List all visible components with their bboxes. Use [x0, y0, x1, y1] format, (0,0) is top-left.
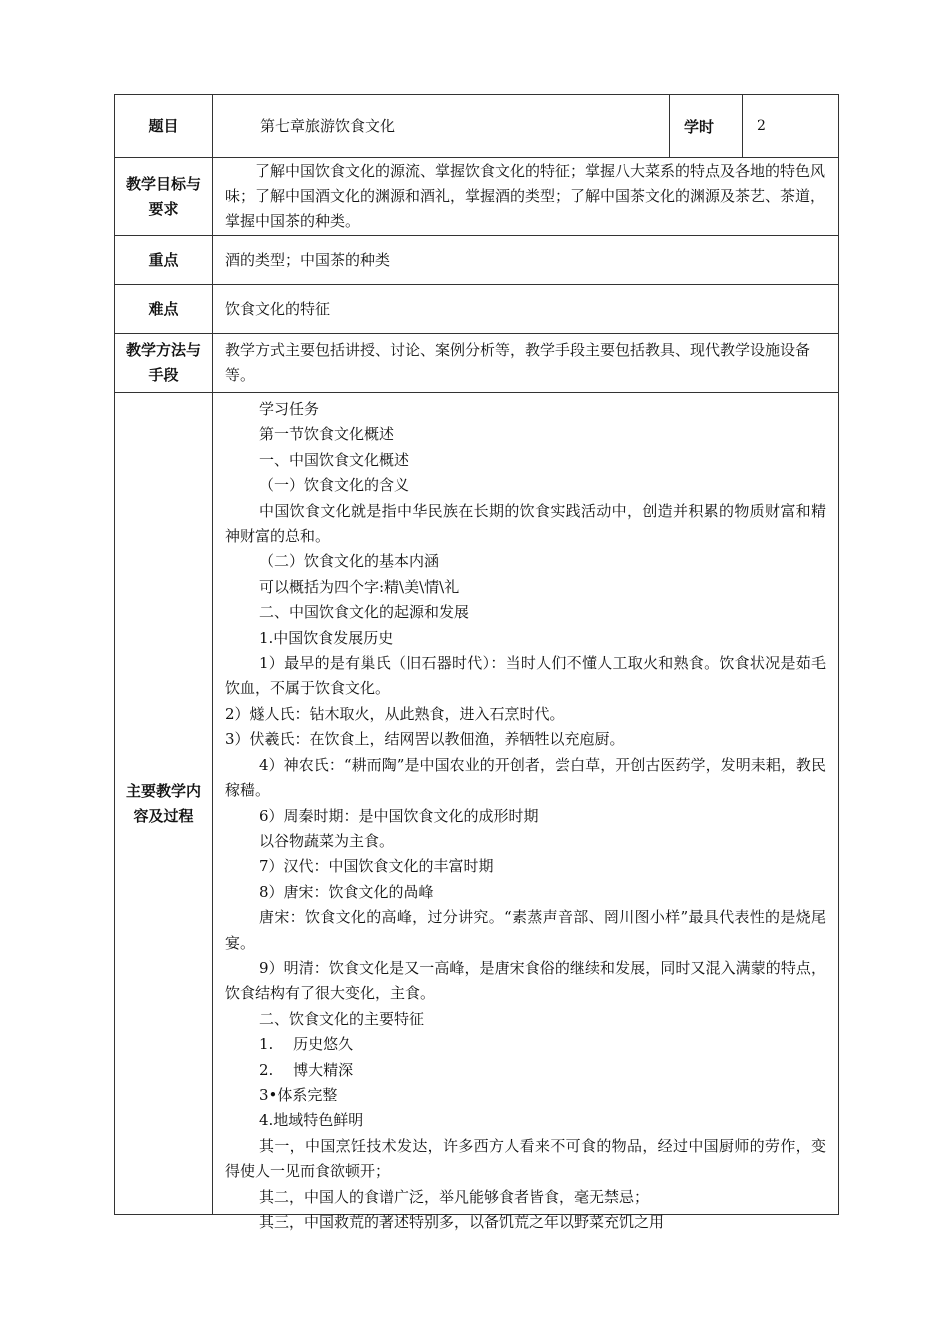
content-line: 其二，中国人的食谱广泛，举凡能够食者皆食，毫无禁忌；: [259, 1187, 650, 1206]
key-points-row: [115, 236, 839, 285]
content-line: 学习任务: [259, 400, 320, 418]
content-lines: [225, 397, 826, 1231]
content-line: 3）伏羲氏：在饮食上，结网罟以教佃渔，养牺牲以充庖厨。: [225, 730, 625, 749]
content-line: （一）饮食文化的含义: [259, 476, 410, 495]
content-line: 9）明清：饮食文化是又一高峰，是唐宋食俗的继续和发展，同时又混入满蒙的特点，饮食结构有了很大变化，主食。: [225, 958, 826, 1003]
content-line: 唐宋：饮食文化的高峰，过分讲究。“素蒸声音部、罔川图小样”最具代表性的是烧尾宴。: [225, 908, 826, 952]
topic-row: [115, 95, 839, 158]
objectives-label-line-2: 要求: [148, 199, 179, 218]
key-points-label: 重点: [115, 236, 213, 285]
content-line: 其一，中国烹饪技术发达，许多西方人看来不可食的物品，经过中国厨师的劳作，变得使人一见而食欲顿开；: [225, 1136, 826, 1181]
content-row: [115, 393, 839, 1215]
lesson-plan-table: [114, 94, 839, 1231]
objectives-label: [115, 158, 213, 236]
methods-value: 教学方式主要包括讲授、讨论、案例分析等，教学手段主要包括教具、现代教学设施设备等。: [213, 334, 839, 393]
topic-label: 题目: [115, 95, 213, 158]
content-line: 7）汉代：中国饮食文化的丰富时期: [259, 857, 494, 876]
content-line: 一、中国饮食文化概述: [259, 450, 410, 469]
methods-row: [115, 334, 839, 393]
methods-label: [115, 334, 213, 393]
content-line: 其三，中国救荒的著述特别多，以备饥荒之年以野菜充饥之用: [259, 1213, 665, 1231]
content-line: 2. 博大精深: [259, 1060, 354, 1079]
content-line: 以谷物蔬菜为主食。: [259, 831, 395, 850]
content-line: 4.地域特色鲜明: [259, 1111, 364, 1130]
content-label-line-2: 容及过程: [133, 806, 194, 825]
content-line: 2）燧人氏：钻木取火，从此熟食，进入石烹时代。: [225, 704, 565, 723]
content-body: [213, 393, 839, 1231]
content-line: 二、中国饮食文化的起源和发展: [259, 603, 470, 622]
content-line: 可以概括为四个字:精\美\情\礼: [259, 577, 460, 596]
hours-value: 2: [743, 95, 839, 158]
content-line: （二）饮食文化的基本内涵: [259, 552, 440, 571]
objectives-row: [115, 158, 839, 236]
content-label: [115, 393, 213, 1215]
hours-label: 学时: [670, 95, 743, 158]
content-line: 二、饮食文化的主要特征: [259, 1009, 425, 1028]
content-line: 1.中国饮食发展历史: [259, 628, 394, 647]
difficulties-row: [115, 285, 839, 334]
content-line: 6）周秦时期：是中国饮食文化的成形时期: [259, 806, 539, 825]
methods-label-line-1: 教学方法与: [125, 341, 201, 359]
content-line: 1. 历史悠久: [259, 1035, 354, 1054]
content-line: 第一节饮食文化概述: [259, 425, 395, 444]
content-line: 4）神农氏：“耕而陶”是中国农业的开创者，尝白草，开创古医药学，发明耒耜，教民稼穑。: [225, 755, 826, 800]
content-line: 1）最早的是有巢氏（旧石器时代）：当时人们不懂人工取火和熟食。饮食状况是茹毛饮血，不属于饮食文化。: [225, 654, 826, 698]
key-points-value: 酒的类型；中国茶的种类: [213, 236, 839, 285]
methods-label-line-2: 手段: [148, 366, 179, 384]
topic-value: 第七章旅游饮食文化: [213, 95, 670, 158]
difficulties-label: 难点: [115, 285, 213, 334]
content-label-line-1: 主要教学内: [125, 781, 201, 800]
difficulties-value: 饮食文化的特征: [213, 285, 839, 334]
content-line: 3•体系完整: [259, 1085, 338, 1104]
content-line: 中国饮食文化就是指中华民族在长期的饮食实践活动中，创造并积累的物质财富和精神财富的总和。: [225, 501, 826, 546]
content-line: 8）唐宋：饮食文化的咼峰: [259, 882, 434, 901]
objectives-label-line-1: 教学目标与: [125, 174, 201, 193]
objectives-value: 了解中国饮食文化的源流、掌握饮食文化的特征；掌握八大菜系的特点及各地的特色风味；了解中国酒文化的渊源和酒礼，掌握酒的类型；了解中国茶文化的渊源及茶艺、茶道，掌握中国茶的种类。: [213, 158, 839, 236]
